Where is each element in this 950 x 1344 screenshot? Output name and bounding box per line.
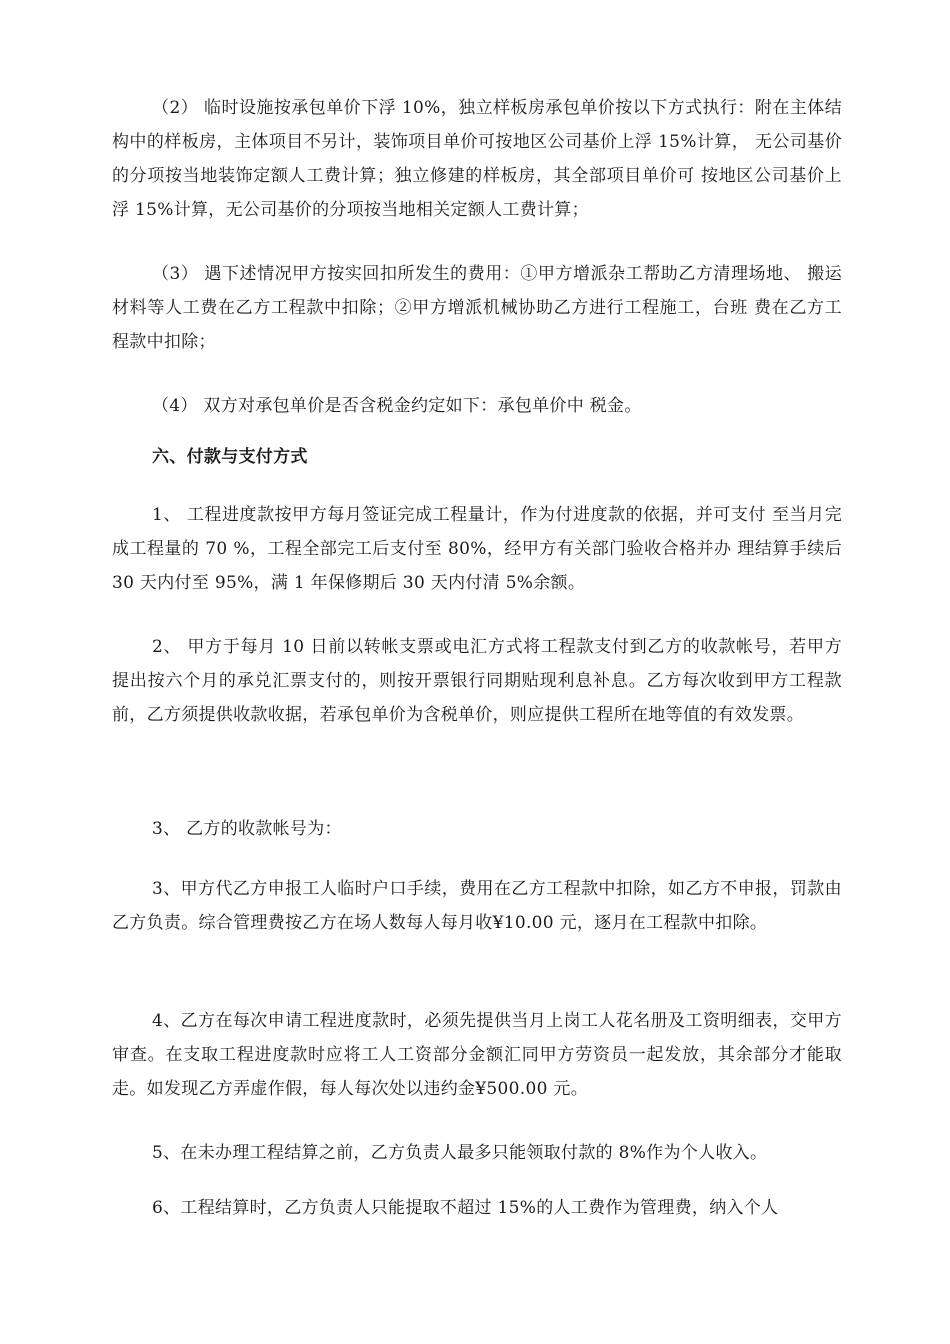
- paragraph-worker-roster: 4、乙方在每次申请工程进度款时，必须先提供当月上岗工人花名册及工资明细表，交甲方审查。在支取工程进度款时应将工人工资部分金额汇同甲方劳资员一起发放，其余部分才能取走。如发现乙方弄虚作假，每人每次处以违约金¥500.00 元。: [112, 1011, 842, 1099]
- paragraph-temporary-residence: 3、甲方代乙方申报工人临时户口手续，费用在乙方工程款中扣除，如乙方不申报，罚款由乙方负责。综合管理费按乙方在场人数每人每月收¥10.00 元，逐月在工程款中扣除。: [112, 879, 842, 933]
- paragraph-temporary-facilities: （2） 临时设施按承包单价下浮 10%，独立样板房承包单价按以下方式执行：附在主体结构中的样板房，主体项目不另计，装饰项目单价可按地区公司基价上浮 15%计算， 无公司基价的分项按当地装饰定额人工费计算；独立修建的样板房，其全部项目单价可 按地区公司基价上浮 15%计算，无公司基价的分项按当地相关定额人工费计算；: [112, 98, 842, 220]
- paragraph-deduction-costs: （3） 遇下述情况甲方按实回扣所发生的费用：①甲方增派杂工帮助乙方清理场地、 搬运材料等人工费在乙方工程款中扣除；②甲方增派机械协助乙方进行工程施工，台班 费在乙方工程款中扣除；: [112, 264, 842, 352]
- paragraph-progress-payment: 1、 工程进度款按甲方每月签证完成工程量计，作为付进度款的依据，并可支付 至当月完成工程量的 70 %，工程全部完工后支付至 80%，经甲方有关部门验收合格并办 理结算手续后 30 天内付至 95%，满 1 年保修期后 30 天内付清 5%余额。: [112, 505, 842, 593]
- paragraph-management-fee: 6、工程结算时，乙方负责人只能提取不超过 15%的人工费作为管理费，纳入个人: [152, 1198, 779, 1218]
- paragraph-tax-agreement: （4） 双方对承包单价是否含税金约定如下：承包单价中 税金。: [152, 396, 642, 416]
- paragraph-payment-method: 2、 甲方于每月 10 日前以转帐支票或电汇方式将工程款支付到乙方的收款帐号，若甲方提出按六个月的承兑汇票支付的，则按开票银行同期贴现利息补息。乙方每次收到甲方工程款前，乙方须提供收款收据，若承包单价为含税单价，则应提供工程所在地等值的有效发票。: [112, 637, 842, 725]
- paragraph-account-number: 3、 乙方的收款帐号为：: [152, 819, 342, 839]
- paragraph-personal-income: 5、在未办理工程结算之前，乙方负责人最多只能领取付款的 8%作为个人收入。: [152, 1143, 768, 1163]
- section-heading-payment: 六、付款与支付方式: [152, 447, 308, 467]
